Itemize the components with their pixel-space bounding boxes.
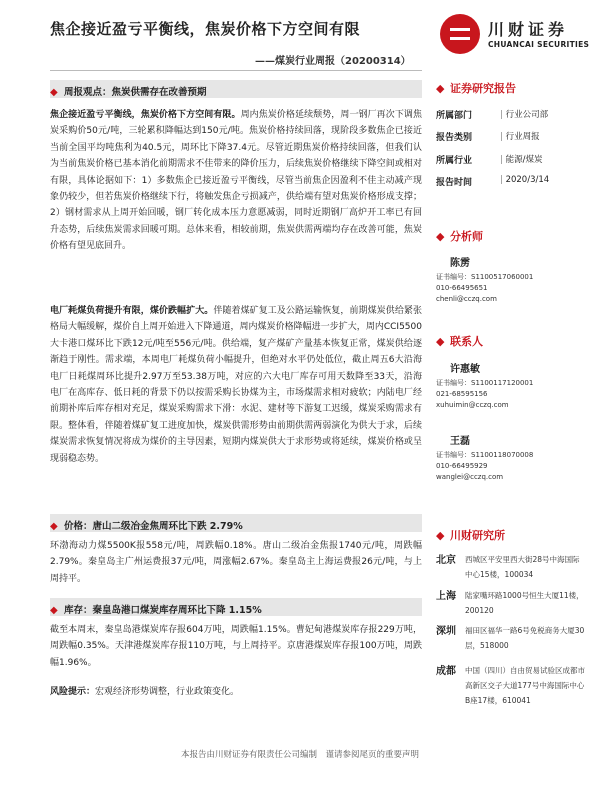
address-chengdu: 中国（四川）自由贸易试验区成都市高新区交子大道177号中海国际中心B座17楼，610041 — [465, 666, 585, 705]
address-shenzhen: 福田区福华一路6号免税商务大厦30层，518000 — [465, 626, 585, 650]
summary-paragraph-coke — [50, 107, 422, 255]
risk-warning — [50, 684, 422, 700]
info-value-industry: | 能源/煤炭 — [500, 153, 542, 165]
analyst-cert: 证书编号：S1100517060001 — [436, 273, 534, 281]
diamond-bullet-icon: ◆ — [436, 82, 445, 95]
address-beijing: 西城区平安里西大街28号中海国际中心15楼，100034 — [465, 555, 580, 579]
prices-paragraph: 环渤海动力煤5500K报558元/吨，周跌幅0.18%。唐山二级冶金焦报1740元/吨，周跌幅2.79%。秦皇岛主广州运费报37元/吨，周涨幅2.67%。秦皇岛主上海运费报26元/吨，与上周持平。 — [50, 541, 422, 584]
analyst-name: 陈雳 — [450, 258, 470, 269]
info-label-date: 报告时间 — [436, 178, 473, 188]
info-label-category: 报告类别 — [436, 133, 473, 143]
risk-body: 宏观经济形势调整，行业政策变化。 — [95, 687, 240, 697]
summary-heading: ◆ 周报观点：焦炭供需存在改善预期 — [50, 87, 207, 98]
diamond-bullet-icon: ◆ — [50, 87, 58, 98]
info-value-date: | 2020/3/14 — [500, 175, 549, 185]
paragraph-lead: 电厂耗煤负荷提升有限，煤价跌幅扩大。 — [50, 306, 214, 316]
logo-english-name: CHUANCAI SECURITIES — [488, 40, 590, 49]
contact-email[interactable]: wanglei@cczq.com — [436, 473, 504, 481]
contact-cert: 证书编号：S1100117120001 — [436, 379, 534, 387]
paragraph-body: 伴随着煤矿复工及公路运输恢复，前期煤炭供给紧张格局大幅缓解，煤价自上周开始进入下降通道，周内煤炭价格降幅进一步扩大，周内CCI5500大卡港口煤环比下跌12元/吨至556元/吨。供给端，复产煤矿产量基本恢复正常，煤炭供给逐渐趋于刚性。需求端，本周电厂耗煤负荷小幅提升，但绝对水平仍处低位，截止周五6大沿海电厂日耗煤周环比提升2.97万至53.38万吨，对应的六大电厂库存可用天数降至33天，沿海电厂在高库存、低日耗的背景下仍以按需采购长协煤为主，市场煤需求相对疲软；内陆电厂经前期补库后库存相对充足，煤炭采购需求下滑：水泥、建材等下游复工迟缓，煤炭采购需求有限。整体看，伴随着煤矿复工进度加快，煤炭供需形势由前期供需两弱演化为供大于求，后续煤炭需求恢复情况将成为煤价的主导因素，短期内煤炭供大于求形势或将延续，煤炭价格或呈现弱稳态势。 — [50, 306, 422, 464]
analyst-heading: ◆ 分析师 — [436, 230, 483, 243]
inventory-heading: ◆ 库存：秦皇岛港口煤炭库存周环比下降 1.15% — [50, 605, 262, 616]
risk-label: 风险提示： — [50, 687, 96, 697]
city-shenzhen: 深圳 — [436, 626, 456, 637]
contact-phone: 021-68595156 — [436, 390, 488, 398]
prices-heading: ◆ 价格：唐山二级冶金焦周环比下跌 2.79% — [50, 521, 243, 532]
info-label-industry: 所属行业 — [436, 156, 473, 166]
report-info-heading: ◆ 证券研究报告 — [436, 82, 516, 95]
summary-paragraph-coal — [50, 303, 422, 467]
prices-heading-bar — [50, 514, 422, 532]
analyst-email[interactable]: chenli@cczq.com — [436, 295, 497, 303]
paragraph-body: 周内焦炭价格延续颓势，周一钢厂再次下调焦炭采购价50元/吨，三轮累积降幅达到150元/吨。焦炭价格持续回落，现阶段多数焦企已接近当前全国平均吨焦利为40.5元，周环比下降37.4元。尽管近期焦炭价格持续回落，但我们认为当前焦炭价格已基本消化前期需求不佳带来的降价压力，后续焦炭价格继续下降空间或相对有限，具体论据如下：1）多数焦企已接近盈亏平衡线，尽管当前焦企因盈利不佳主动减产现象仍较少，但若焦炭价格继续下行，将触发焦企亏损减产，供给端有望对焦炭价格形成支撑；2）钢材需求从上周开始回暖，钢厂转化成本压力意愿减弱，同时近期钢厂高炉开工率已有回升态势，后续焦炭需求回暖可期。总体来看，相较前期，焦炭供需两端均存在改善可能，焦炭价格有望见底回升。 — [50, 110, 422, 252]
inventory-heading-bar — [50, 598, 422, 616]
contact-email[interactable]: xuhuimin@cczq.com — [436, 401, 509, 409]
city-chengdu: 成都 — [436, 666, 456, 677]
diamond-bullet-icon: ◆ — [50, 521, 58, 532]
city-shanghai: 上海 — [436, 591, 456, 602]
logo-mark-icon — [440, 14, 480, 54]
report-subtitle: ——煤炭行业周报（20200314） — [255, 56, 411, 67]
info-label-department: 所属部门 — [436, 111, 473, 121]
info-value-category: | 行业周报 — [500, 130, 540, 142]
footer-disclaimer: 本报告由川财证券有限责任公司编制 谨请参阅尾页的重要声明 — [180, 750, 419, 760]
institute-heading: ◆ 川财研究所 — [436, 529, 505, 542]
logo-chinese-name: 川财证券 — [488, 20, 569, 39]
contact-phone: 010-66495929 — [436, 462, 488, 470]
inventory-paragraph: 截至本周末，秦皇岛港煤炭库存报604万吨，周跌幅1.15%。曹妃甸港煤炭库存报229万吨，周跌幅0.35%。天津港煤炭库存报110万吨，与上周持平。京唐港煤炭库存报100万吨，周跌幅1.96%。 — [50, 625, 422, 668]
summary-heading-bar — [50, 80, 422, 98]
diamond-bullet-icon: ◆ — [436, 335, 445, 348]
paragraph-lead: 焦企接近盈亏平衡线，焦炭价格下方空间有限。 — [50, 110, 241, 120]
header-divider — [50, 70, 422, 71]
contact-cert: 证书编号：S1100118070008 — [436, 451, 534, 459]
contact-name: 许惠敏 — [450, 364, 480, 375]
info-value-department: | 行业公司部 — [500, 108, 548, 120]
diamond-bullet-icon: ◆ — [50, 605, 58, 616]
contacts-heading: ◆ 联系人 — [436, 335, 483, 348]
report-title: 焦企接近盈亏平衡线，焦炭价格下方空间有限 — [50, 20, 361, 38]
analyst-phone: 010-66495651 — [436, 284, 488, 292]
company-logo — [440, 14, 590, 54]
address-shanghai: 陆家嘴环路1000号恒生大厦11楼，200120 — [465, 591, 584, 615]
diamond-bullet-icon: ◆ — [436, 230, 445, 243]
diamond-bullet-icon: ◆ — [436, 529, 445, 542]
contact-name: 王磊 — [450, 436, 470, 447]
city-beijing: 北京 — [436, 555, 456, 566]
